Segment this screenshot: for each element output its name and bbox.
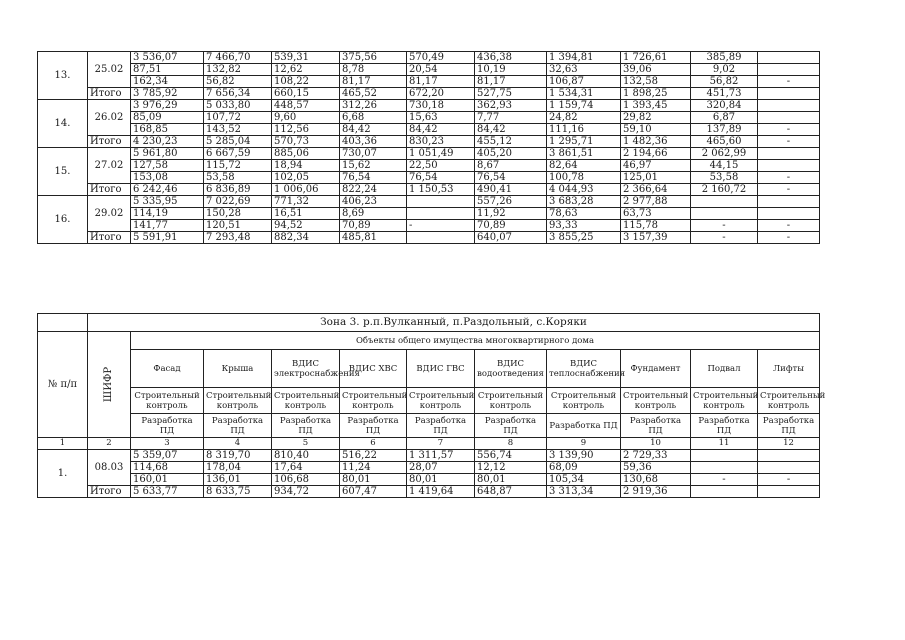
table-row (38, 76, 820, 88)
table-cell: 3 536,07 (131, 52, 204, 64)
table-row (38, 172, 820, 184)
control-label: Строительный контроль (691, 388, 758, 414)
pd-label: Разработка ПД (407, 414, 475, 438)
table-row (38, 124, 820, 136)
total-cell (758, 486, 820, 498)
total-cell (691, 486, 758, 498)
table-cell: 39,06 (621, 64, 691, 76)
total-cell: 830,23 (407, 136, 475, 148)
table-row (38, 220, 820, 232)
table-cell: 162,34 (131, 76, 204, 88)
column-number: 2 (88, 438, 131, 450)
row-number: 13. (38, 52, 88, 100)
total-cell: 1 295,71 (547, 136, 621, 148)
table-cell: - (758, 172, 820, 184)
table-cell (691, 462, 758, 474)
table-cell: 59,10 (621, 124, 691, 136)
table-cell: 24,82 (547, 112, 621, 124)
table-cell: - (758, 220, 820, 232)
table-cell: 15,62 (340, 160, 407, 172)
table-cell: 80,01 (407, 474, 475, 486)
table-cell: 68,09 (547, 462, 621, 474)
table-row (38, 100, 820, 112)
table-row (38, 112, 820, 124)
table-cell: 125,01 (621, 172, 691, 184)
column-number: 9 (547, 438, 621, 450)
table-cell: - (407, 220, 475, 232)
row-number: 15. (38, 148, 88, 196)
total-cell: 455,12 (475, 136, 547, 148)
table-cell: 46,97 (621, 160, 691, 172)
table-cell: 93,33 (547, 220, 621, 232)
table-cell: 8 319,70 (204, 450, 272, 462)
table-cell: 153,08 (131, 172, 204, 184)
table-cell: 127,58 (131, 160, 204, 172)
table-cell: 53,58 (691, 172, 758, 184)
table-cell: 436,38 (475, 52, 547, 64)
table-cell: 1 394,81 (547, 52, 621, 64)
table-cell (758, 160, 820, 172)
table-cell: 87,51 (131, 64, 204, 76)
table-cell: 362,93 (475, 100, 547, 112)
total-cell: - (758, 136, 820, 148)
table-row (38, 160, 820, 172)
table-cell: 375,56 (340, 52, 407, 64)
control-label: Строительный контроль (547, 388, 621, 414)
total-cell: 2 366,64 (621, 184, 691, 196)
table-cell (691, 196, 758, 208)
table-cell: 570,49 (407, 52, 475, 64)
table-row (38, 52, 820, 64)
table-cell: 557,26 (475, 196, 547, 208)
total-cell: 2 919,36 (621, 486, 691, 498)
pd-label: Разработка ПД (758, 414, 820, 438)
table-cell: 111,16 (547, 124, 621, 136)
table-cell: 16,51 (272, 208, 340, 220)
column-header: ВДИС электроснабжения (272, 350, 340, 388)
column-header: ВДИС теплоснабжения (547, 350, 621, 388)
total-cell: 465,60 (691, 136, 758, 148)
table-cell (758, 196, 820, 208)
table-cell: 7 022,69 (204, 196, 272, 208)
total-cell: - (691, 232, 758, 244)
table-cell: 44,15 (691, 160, 758, 172)
table-cell: 59,36 (621, 462, 691, 474)
table-cell: 320,84 (691, 100, 758, 112)
table-cell: 730,07 (340, 148, 407, 160)
total-cell: 403,36 (340, 136, 407, 148)
table-cell: 143,52 (204, 124, 272, 136)
total-cell: 1 534,31 (547, 88, 621, 100)
table-cell: 80,01 (340, 474, 407, 486)
table-row (38, 462, 820, 474)
table-cell: 3 139,90 (547, 450, 621, 462)
column-number: 6 (340, 438, 407, 450)
total-row (38, 184, 820, 196)
zone-title: Зона 3. р.п.Вулканный, п.Раздольный, с.Коряки (88, 314, 820, 332)
table-cell: 168,85 (131, 124, 204, 136)
table-cell: 76,54 (407, 172, 475, 184)
table-cell: 70,89 (475, 220, 547, 232)
total-cell: 2 160,72 (691, 184, 758, 196)
total-cell (758, 88, 820, 100)
table-cell: 6,87 (691, 112, 758, 124)
table-cell: 102,05 (272, 172, 340, 184)
table-cell: 2 729,33 (621, 450, 691, 462)
table-cell: 1 726,61 (621, 52, 691, 64)
table-cell: 130,68 (621, 474, 691, 486)
table-cell: 78,63 (547, 208, 621, 220)
table-cell: 120,51 (204, 220, 272, 232)
table-cell: 5 359,07 (131, 450, 204, 462)
table-cell: 84,42 (407, 124, 475, 136)
control-label: Строительный контроль (758, 388, 820, 414)
table-cell: 53,58 (204, 172, 272, 184)
table-cell: 771,32 (272, 196, 340, 208)
total-cell: 882,34 (272, 232, 340, 244)
objects-title: Объекты общего имущества многоквартирного дома (131, 332, 820, 350)
pd-label: Разработка ПД (131, 414, 204, 438)
column-number: 7 (407, 438, 475, 450)
total-row (38, 136, 820, 148)
total-cell: 4 044,93 (547, 184, 621, 196)
table-cell: 115,72 (204, 160, 272, 172)
total-cell: 485,81 (340, 232, 407, 244)
total-cell: 465,52 (340, 88, 407, 100)
column-number: 3 (131, 438, 204, 450)
pd-label: Разработка ПД (272, 414, 340, 438)
column-number: 8 (475, 438, 547, 450)
column-number: 11 (691, 438, 758, 450)
table-cell: 141,77 (131, 220, 204, 232)
table-cell: 406,23 (340, 196, 407, 208)
row-number: 16. (38, 196, 88, 244)
table-cell: 3 976,29 (131, 100, 204, 112)
table-cell: 2 977,88 (621, 196, 691, 208)
table-cell: 94,52 (272, 220, 340, 232)
table-cell: 2 062,99 (691, 148, 758, 160)
table-cell: 114,68 (131, 462, 204, 474)
table-cell: 80,01 (475, 474, 547, 486)
table-cell: - (758, 474, 820, 486)
total-cell: 7 656,34 (204, 88, 272, 100)
total-cell: 4 230,23 (131, 136, 204, 148)
row-number: 1. (38, 450, 88, 498)
table-cell: 12,12 (475, 462, 547, 474)
table-cell: - (758, 124, 820, 136)
table-cell: 29,82 (621, 112, 691, 124)
total-cell: 660,15 (272, 88, 340, 100)
table-cell: 82,64 (547, 160, 621, 172)
table-cell: 150,28 (204, 208, 272, 220)
table-cell: - (691, 474, 758, 486)
total-cell: 640,07 (475, 232, 547, 244)
total-cell: 570,73 (272, 136, 340, 148)
table-cell: 84,42 (340, 124, 407, 136)
total-label: Итого (88, 486, 131, 498)
table-cell: 107,72 (204, 112, 272, 124)
total-cell: 6 836,89 (204, 184, 272, 196)
total-row (38, 232, 820, 244)
row-date: 27.02 (88, 148, 131, 184)
table-cell: - (758, 76, 820, 88)
table-cell: 81,17 (340, 76, 407, 88)
table-cell (758, 148, 820, 160)
table-cell (758, 450, 820, 462)
total-cell: 1 419,64 (407, 486, 475, 498)
table-cell: 136,01 (204, 474, 272, 486)
cipher-header: ШИФР (88, 332, 131, 438)
table-cell: 12,62 (272, 64, 340, 76)
total-cell: 451,73 (691, 88, 758, 100)
table-cell (758, 462, 820, 474)
pd-label: Разработка ПД (691, 414, 758, 438)
table-cell: 8,78 (340, 64, 407, 76)
total-cell: 607,47 (340, 486, 407, 498)
table-cell: 85,09 (131, 112, 204, 124)
table-cell: 539,31 (272, 52, 340, 64)
column-header: ВДИС ХВС (340, 350, 407, 388)
control-label: Строительный контроль (407, 388, 475, 414)
row-date: 08.03 (88, 450, 131, 486)
table-cell: 132,58 (621, 76, 691, 88)
table-cell (407, 208, 475, 220)
table-cell: 405,20 (475, 148, 547, 160)
total-cell: 1 006,06 (272, 184, 340, 196)
table-cell: 70,89 (340, 220, 407, 232)
total-cell: 3 157,39 (621, 232, 691, 244)
table-cell: 5 033,80 (204, 100, 272, 112)
table-row (38, 208, 820, 220)
table-cell: 11,92 (475, 208, 547, 220)
table-row (38, 196, 820, 208)
table-cell: 108,22 (272, 76, 340, 88)
control-label: Строительный контроль (475, 388, 547, 414)
total-label: Итого (88, 136, 131, 148)
table-cell: 1 393,45 (621, 100, 691, 112)
total-cell: 672,20 (407, 88, 475, 100)
table-cell: 448,57 (272, 100, 340, 112)
table-cell: 63,73 (621, 208, 691, 220)
row-date: 25.02 (88, 52, 131, 88)
column-header: ВДИС водоотведения (475, 350, 547, 388)
table-cell (407, 196, 475, 208)
total-cell: 934,72 (272, 486, 340, 498)
table-cell (758, 64, 820, 76)
table-cell: 9,02 (691, 64, 758, 76)
table-cell: 178,04 (204, 462, 272, 474)
num-header: № п/п (38, 332, 88, 438)
column-number: 5 (272, 438, 340, 450)
table-cell: 76,54 (475, 172, 547, 184)
table-row (38, 474, 820, 486)
table-cell: 112,56 (272, 124, 340, 136)
total-cell: 7 293,48 (204, 232, 272, 244)
total-cell: 490,41 (475, 184, 547, 196)
table-cell: 115,78 (621, 220, 691, 232)
pd-label: Разработка ПД (475, 414, 547, 438)
table-cell (758, 52, 820, 64)
column-number: 12 (758, 438, 820, 450)
table-cell: 6,68 (340, 112, 407, 124)
pd-label: Разработка ПД (340, 414, 407, 438)
table-cell: 137,89 (691, 124, 758, 136)
table-cell: 32,63 (547, 64, 621, 76)
control-label: Строительный контроль (131, 388, 204, 414)
table-cell: 1 051,49 (407, 148, 475, 160)
pd-label: Разработка ПД (204, 414, 272, 438)
table-cell: 5 335,95 (131, 196, 204, 208)
table-row (38, 64, 820, 76)
table-cell: 8,67 (475, 160, 547, 172)
total-cell: 1 482,36 (621, 136, 691, 148)
total-row (38, 88, 820, 100)
table-row (38, 450, 820, 462)
table-cell: 22,50 (407, 160, 475, 172)
total-cell: 6 242,46 (131, 184, 204, 196)
table-cell (758, 100, 820, 112)
column-header: Фасад (131, 350, 204, 388)
table-cell: 105,34 (547, 474, 621, 486)
table-cell: 132,82 (204, 64, 272, 76)
total-cell: 527,75 (475, 88, 547, 100)
table-cell: 15,63 (407, 112, 475, 124)
table-cell: 3 683,28 (547, 196, 621, 208)
column-header: Крыша (204, 350, 272, 388)
column-header: Лифты (758, 350, 820, 388)
table-cell: 20,54 (407, 64, 475, 76)
table-cell: 1 159,74 (547, 100, 621, 112)
column-header: Подвал (691, 350, 758, 388)
total-cell: 5 633,77 (131, 486, 204, 498)
pd-label: Разработка ПД (547, 414, 621, 438)
table-cell: 885,06 (272, 148, 340, 160)
table-cell: 18,94 (272, 160, 340, 172)
table-cell: 730,18 (407, 100, 475, 112)
table-cell: 5 961,80 (131, 148, 204, 160)
control-label: Строительный контроль (621, 388, 691, 414)
column-number: 1 (38, 438, 88, 450)
table-cell (691, 208, 758, 220)
total-cell: 1 898,25 (621, 88, 691, 100)
total-cell: 3 855,25 (547, 232, 621, 244)
table-cell: 516,22 (340, 450, 407, 462)
control-label: Строительный контроль (204, 388, 272, 414)
table-cell: 81,17 (475, 76, 547, 88)
total-label: Итого (88, 88, 131, 100)
total-cell: - (758, 232, 820, 244)
table-cell: 106,68 (272, 474, 340, 486)
table-cell: 385,89 (691, 52, 758, 64)
table-cell: 28,07 (407, 462, 475, 474)
table-cell: 7,77 (475, 112, 547, 124)
table-cell: 9,60 (272, 112, 340, 124)
table-cell: 810,40 (272, 450, 340, 462)
table-cell: 100,78 (547, 172, 621, 184)
table-cell: 312,26 (340, 100, 407, 112)
table-cell: 1 311,57 (407, 450, 475, 462)
total-cell: 1 150,53 (407, 184, 475, 196)
table-cell (758, 112, 820, 124)
column-header: ВДИС ГВС (407, 350, 475, 388)
table-cell: 6 667,59 (204, 148, 272, 160)
total-cell: 3 313,34 (547, 486, 621, 498)
zone3-table (37, 313, 826, 498)
table-cell: 84,42 (475, 124, 547, 136)
table-cell: 3 861,51 (547, 148, 621, 160)
table-cell: 11,24 (340, 462, 407, 474)
control-label: Строительный контроль (340, 388, 407, 414)
total-row (38, 486, 820, 498)
table-cell: 7 466,70 (204, 52, 272, 64)
control-label: Строительный контроль (272, 388, 340, 414)
row-number: 14. (38, 100, 88, 148)
table-cell: 10,19 (475, 64, 547, 76)
pd-label: Разработка ПД (621, 414, 691, 438)
total-cell: 648,87 (475, 486, 547, 498)
table-cell: 76,54 (340, 172, 407, 184)
total-cell: 3 785,92 (131, 88, 204, 100)
column-number: 10 (621, 438, 691, 450)
table-cell (691, 450, 758, 462)
table-cell: 556,74 (475, 450, 547, 462)
total-cell (407, 232, 475, 244)
table-cell: 8,69 (340, 208, 407, 220)
total-label: Итого (88, 184, 131, 196)
table-cell: 17,64 (272, 462, 340, 474)
table-cell: 56,82 (204, 76, 272, 88)
total-label: Итого (88, 232, 131, 244)
table-row (38, 148, 820, 160)
table-cell: - (691, 220, 758, 232)
column-header: Фундамент (621, 350, 691, 388)
table-cell: 81,17 (407, 76, 475, 88)
column-number: 4 (204, 438, 272, 450)
table-cell: 160,01 (131, 474, 204, 486)
total-cell: - (758, 184, 820, 196)
table-cell: 56,82 (691, 76, 758, 88)
row-date: 26.02 (88, 100, 131, 136)
table-cell: 106,87 (547, 76, 621, 88)
table-cell: 2 194,66 (621, 148, 691, 160)
row-date: 29.02 (88, 196, 131, 232)
upper-table (37, 51, 820, 244)
total-cell: 8 633,75 (204, 486, 272, 498)
table-cell (758, 208, 820, 220)
table-cell: 114,19 (131, 208, 204, 220)
total-cell: 822,24 (340, 184, 407, 196)
total-cell: 5 591,91 (131, 232, 204, 244)
total-cell: 5 285,04 (204, 136, 272, 148)
